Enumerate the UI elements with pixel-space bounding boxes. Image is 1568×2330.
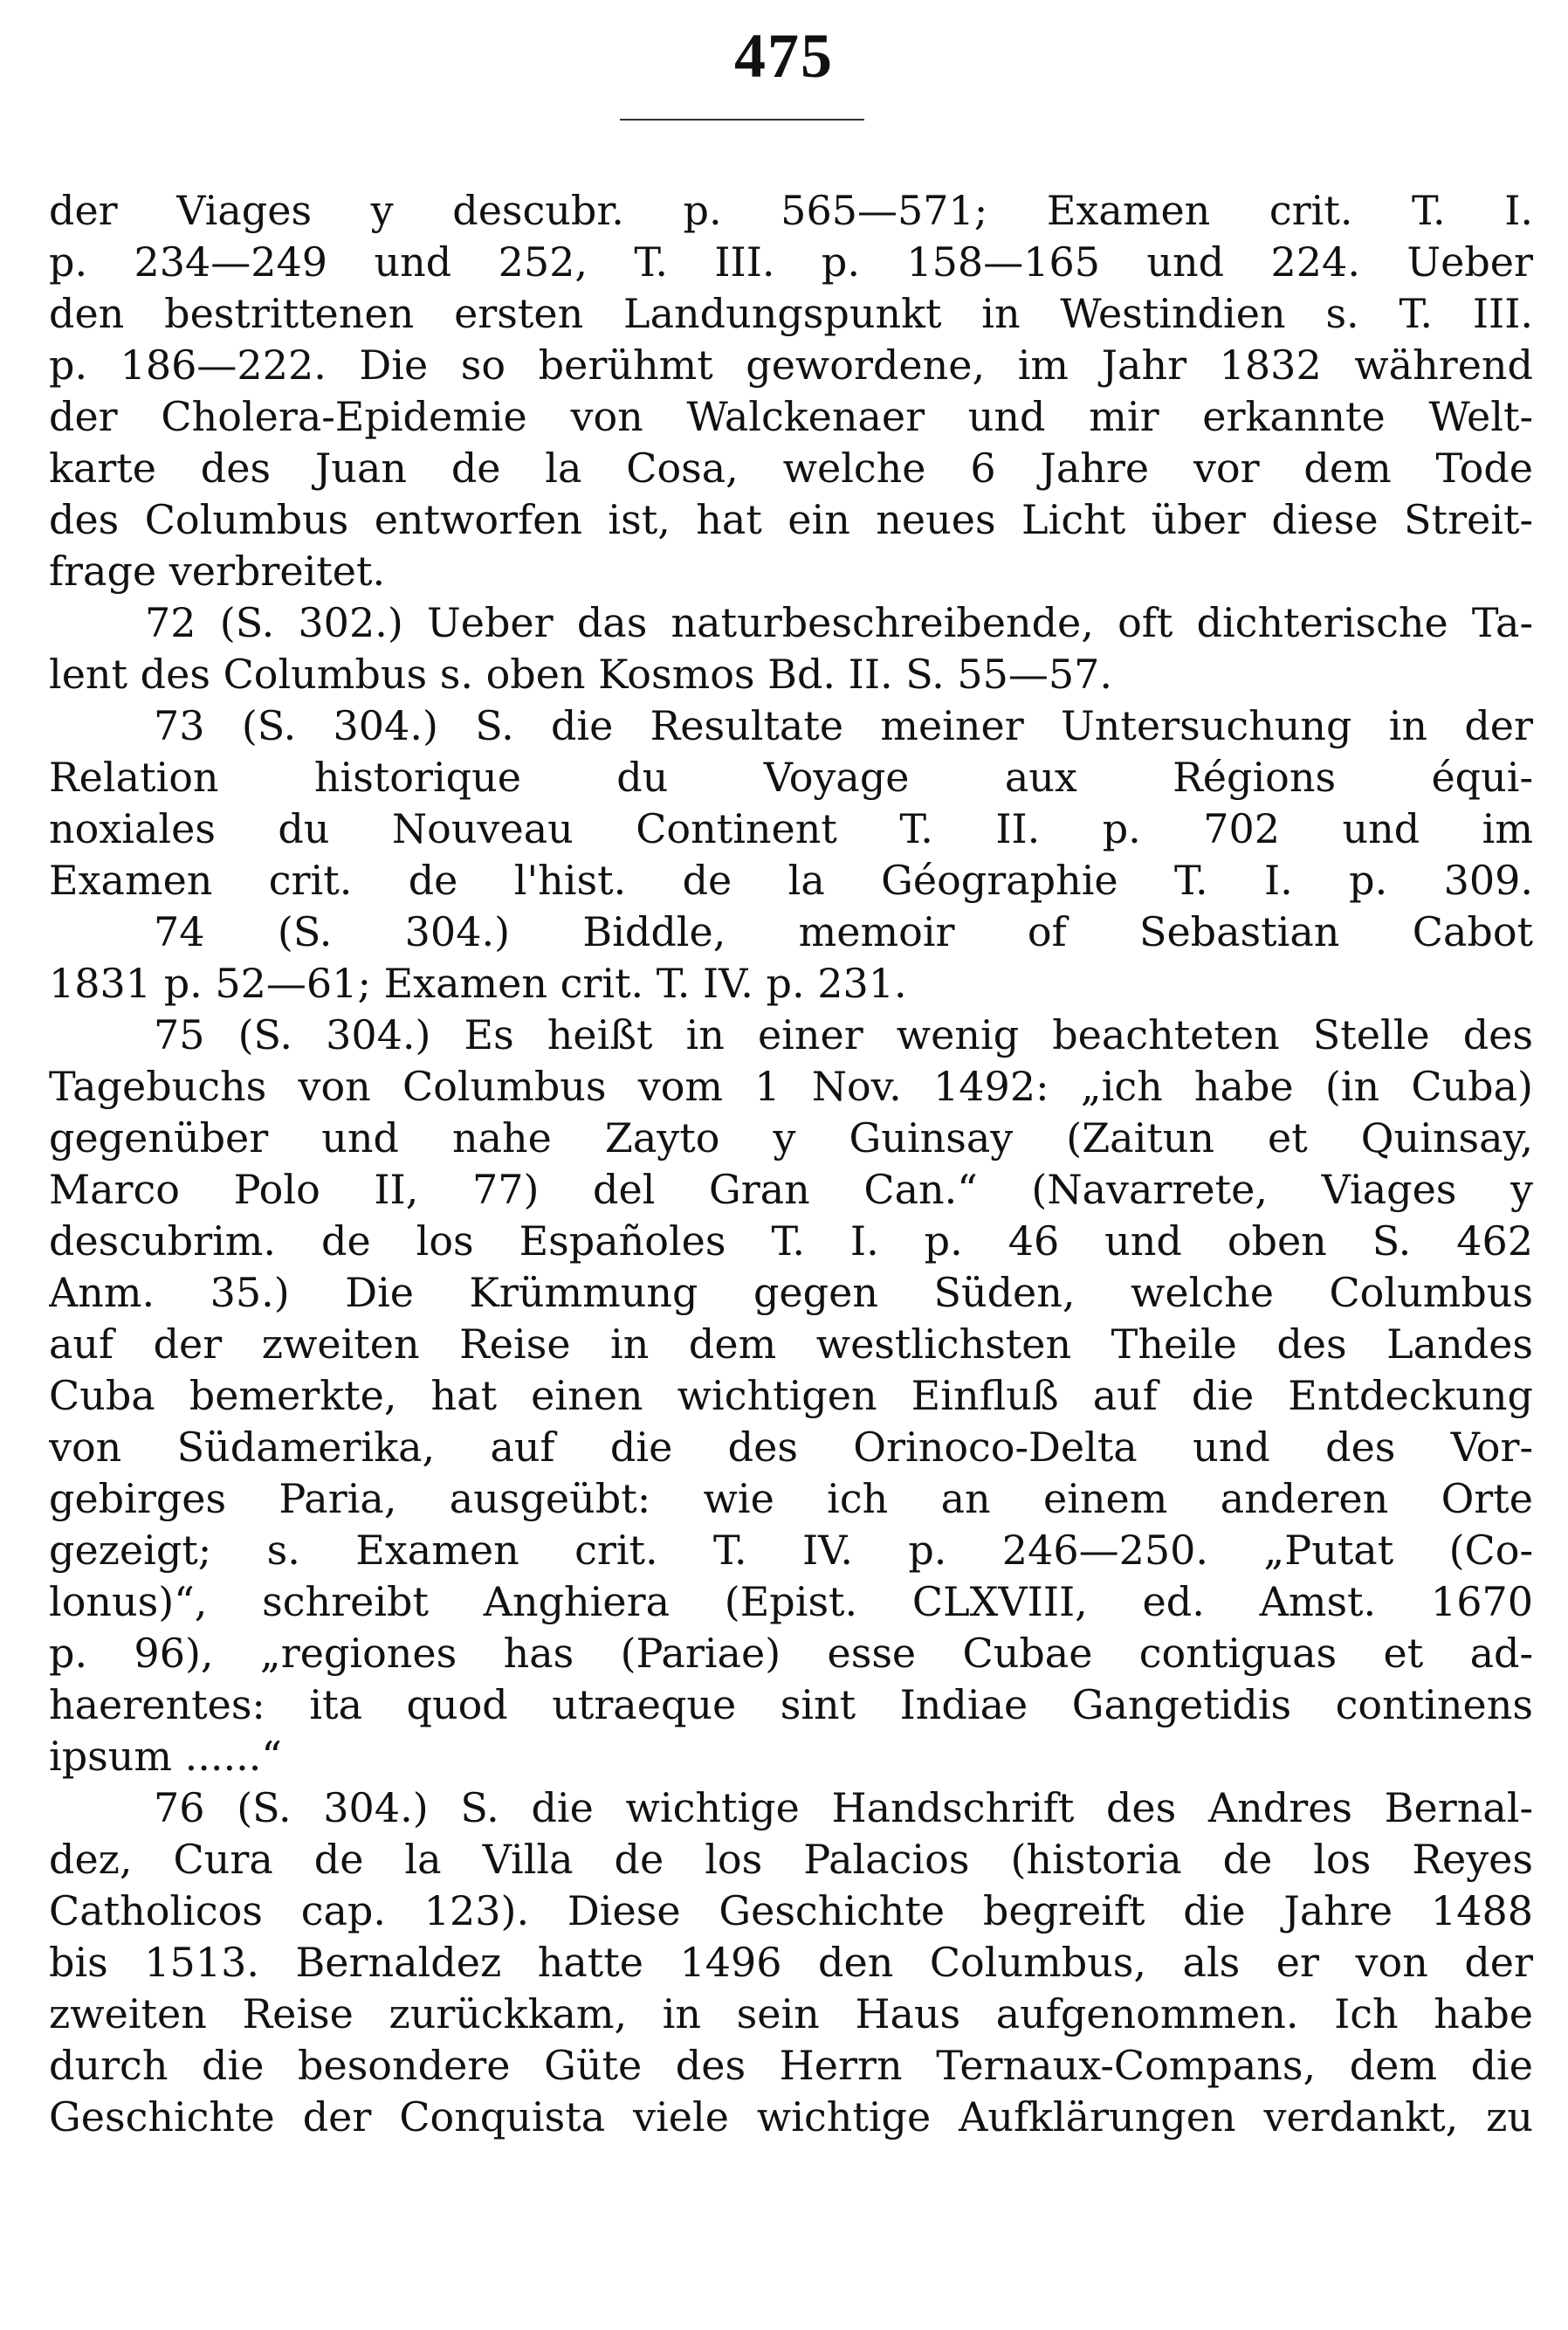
text-line: lonus)“, schreibt Anghiera (Epist. CLXVIII, ed. Amst. 1670 bbox=[49, 1578, 1533, 1625]
text-line: gezeigt; s. Examen crit. T. IV. p. 246—250. „Putat (Co- bbox=[49, 1527, 1533, 1574]
text-line: p. 96), „regiones has (Pariae) esse Cubae contiguas et ad- bbox=[49, 1630, 1533, 1677]
text-line: descubrim. de los Españoles T. I. p. 46 und oben S. 462 bbox=[49, 1217, 1533, 1265]
text-line: Geschichte der Conquista viele wichtige Aufklärungen verdankt, zu bbox=[49, 2093, 1533, 2140]
text-line: frage verbreitet. bbox=[49, 548, 386, 595]
footnote-72-line: 72 (S. 302.) Ueber das naturbeschreibende, oft dichterische Ta- bbox=[145, 599, 1533, 646]
text-line: der Viages y descubr. p. 565—571; Examen crit. T. I. bbox=[49, 187, 1533, 234]
text-line: der Cholera-Epidemie von Walckenaer und mir erkannte Welt- bbox=[49, 393, 1533, 440]
text-line: Marco Polo II, 77) del Gran Can.“ (Navarrete, Viages y bbox=[49, 1166, 1533, 1213]
text-line: p. 234—249 und 252, T. III. p. 158—165 und 224. Ueber bbox=[49, 238, 1533, 286]
text-line: haerentes: ita quod utraeque sint Indiae Gangetidis continens bbox=[49, 1681, 1533, 1728]
header-rule bbox=[620, 119, 864, 121]
page-number: 475 bbox=[734, 21, 834, 91]
footnote-73-line: 73 (S. 304.) S. die Resultate meiner Untersuchung in der bbox=[154, 702, 1533, 749]
text-line: zweiten Reise zurückkam, in sein Haus aufgenommen. Ich habe bbox=[49, 1990, 1533, 2037]
text-line: noxiales du Nouveau Continent T. II. p. 702 und im bbox=[49, 805, 1533, 852]
text-line: den bestrittenen ersten Landungspunkt in Westindien s. T. III. bbox=[49, 290, 1533, 337]
text-line: p. 186—222. Die so berühmt gewordene, im Jahr 1832 während bbox=[49, 341, 1533, 389]
text-line: des Columbus entworfen ist, hat ein neues Licht über diese Streit- bbox=[49, 496, 1533, 543]
text-line: gebirges Paria, ausgeübt: wie ich an einem anderen Orte bbox=[49, 1475, 1533, 1522]
text-line: 1831 p. 52—61; Examen crit. T. IV. p. 231. bbox=[49, 960, 907, 1007]
text-line: karte des Juan de la Cosa, welche 6 Jahre vor dem Tode bbox=[49, 445, 1533, 492]
footnote-74-line: 74 (S. 304.) Biddle, memoir of Sebastian Cabot bbox=[154, 908, 1533, 955]
text-line: bis 1513. Bernaldez hatte 1496 den Columbus, als er von der bbox=[49, 1939, 1533, 1986]
text-line: auf der zweiten Reise in dem westlichsten Theile des Landes bbox=[49, 1320, 1533, 1368]
footnote-76-line: 76 (S. 304.) S. die wichtige Handschrift des Andres Bernal- bbox=[154, 1784, 1533, 1831]
text-line: Relation historique du Voyage aux Régions équi- bbox=[49, 754, 1533, 801]
text-line: Tagebuchs von Columbus vom 1 Nov. 1492: „ich habe (in Cuba) bbox=[49, 1063, 1533, 1110]
text-line: von Südamerika, auf die des Orinoco-Delta und des Vor- bbox=[49, 1424, 1533, 1471]
text-line: gegenüber und nahe Zayto y Guinsay (Zaitun et Quinsay, bbox=[49, 1114, 1533, 1162]
text-line: lent des Columbus s. oben Kosmos Bd. II. S. 55—57. bbox=[49, 651, 1113, 698]
text-line: Anm. 35.) Die Krümmung gegen Süden, welche Columbus bbox=[49, 1269, 1533, 1316]
text-line: Examen crit. de l'hist. de la Géographie T. I. p. 309. bbox=[49, 857, 1533, 904]
text-line: durch die besondere Güte des Herrn Ternaux-Compans, dem die bbox=[49, 2042, 1533, 2089]
text-line: ipsum ......“ bbox=[49, 1733, 282, 1780]
text-line: dez, Cura de la Villa de los Palacios (historia de los Reyes bbox=[49, 1836, 1533, 1883]
text-line: Cuba bemerkte, hat einen wichtigen Einfluß auf die Entdeckung bbox=[49, 1372, 1533, 1419]
footnote-text bbox=[49, 185, 1533, 2143]
text-line: Catholicos cap. 123). Diese Geschichte begreift die Jahre 1488 bbox=[49, 1887, 1533, 1934]
footnote-75-line: 75 (S. 304.) Es heißt in einer wenig beachteten Stelle des bbox=[154, 1011, 1533, 1058]
